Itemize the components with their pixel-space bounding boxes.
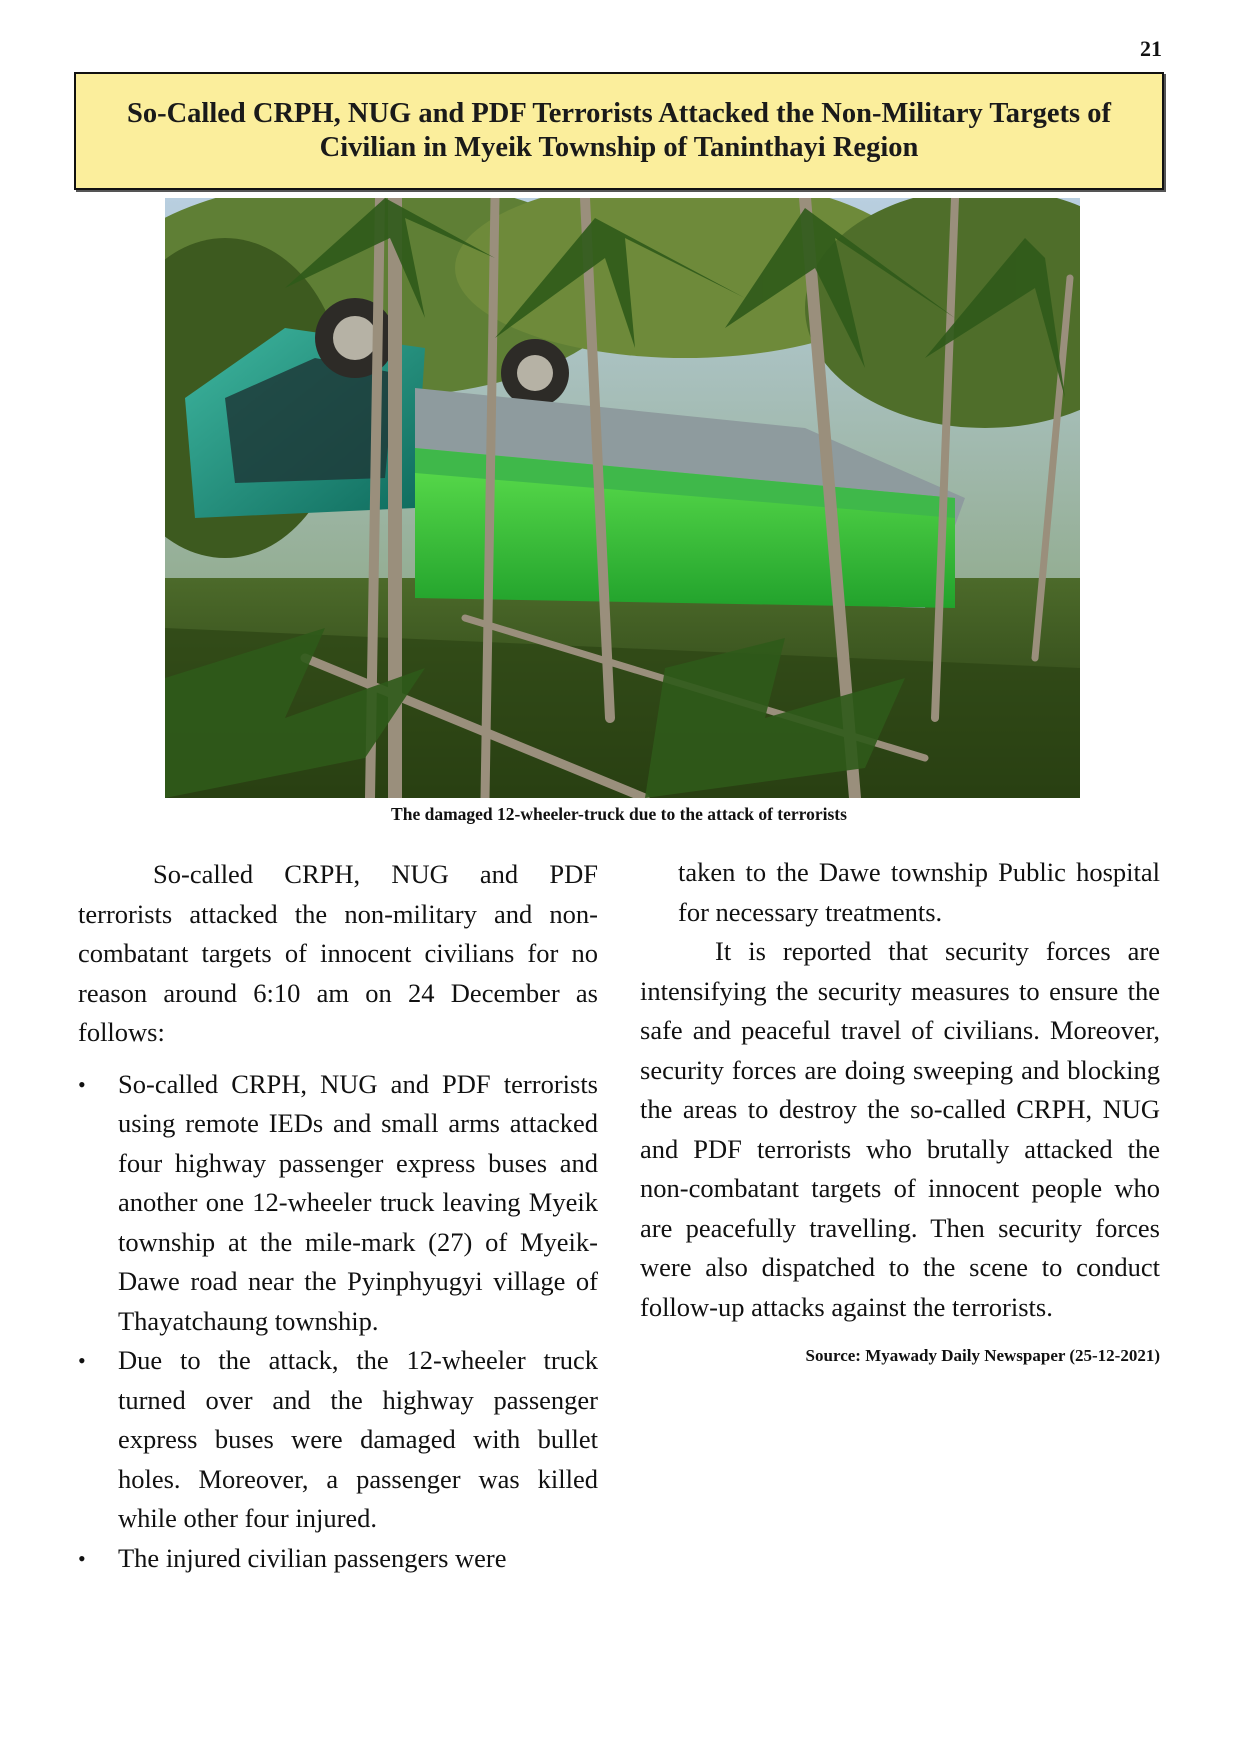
article-left-column	[78, 855, 598, 1578]
bullet-item: • Due to the attack, the 12-wheeler truck turned over and the highway passenger express buses were damaged with bullet holes. Moreover, a passenger was killed while other four injured.	[78, 1341, 598, 1539]
article-title-box	[74, 72, 1164, 190]
article-right-column	[640, 853, 1160, 1367]
closing-paragraph: It is reported that security forces are intensifying the security measures to ensure the safe and peaceful travel of civilians. Moreover, security forces are doing sweeping and blocking the areas to destroy the so-called CRPH, NUG and PDF terrorists who brutally attacked the non-combatant targets of innocent people who are peacefully travelling. Then security forces were also dispatched to the scene to conduct follow-up attacks against the terrorists.	[640, 936, 1160, 1322]
article-title-line-2: Civilian in Myeik Township of Taninthayi Region	[319, 132, 919, 163]
page-number: 21	[1140, 36, 1162, 61]
article-title-line-1: So-Called CRPH, NUG and PDF Terrorists Attacked the Non-Military Targets of	[126, 98, 1111, 129]
damaged-truck-photo	[165, 198, 1080, 798]
intro-paragraph: So-called CRPH, NUG and PDF terrorists attacked the non-military and non-combatant targets of innocent civilians for no reason around 6:10 am on 24 December as follows:	[78, 859, 598, 1047]
bullet-continuation: taken to the Dawe township Public hospital for necessary treatments.	[678, 857, 1160, 927]
bullet-item: • So-called CRPH, NUG and PDF terrorists using remote IEDs and small arms attacked four highway passenger express buses and another one 12-wheeler truck leaving Myeik township at the mile-mark (27) of Myeik-Dawe road near the Pyinphyugyi village of Thayatchaung township.	[78, 1065, 598, 1342]
bullet-item: • The injured civilian passengers were	[78, 1539, 598, 1579]
photo-caption: The damaged 12-wheeler-truck due to the attack of terrorists	[391, 804, 847, 824]
source-citation: Source: Myawady Daily Newspaper (25-12-2021)	[805, 1346, 1160, 1365]
event-bullet-list	[78, 1065, 598, 1579]
